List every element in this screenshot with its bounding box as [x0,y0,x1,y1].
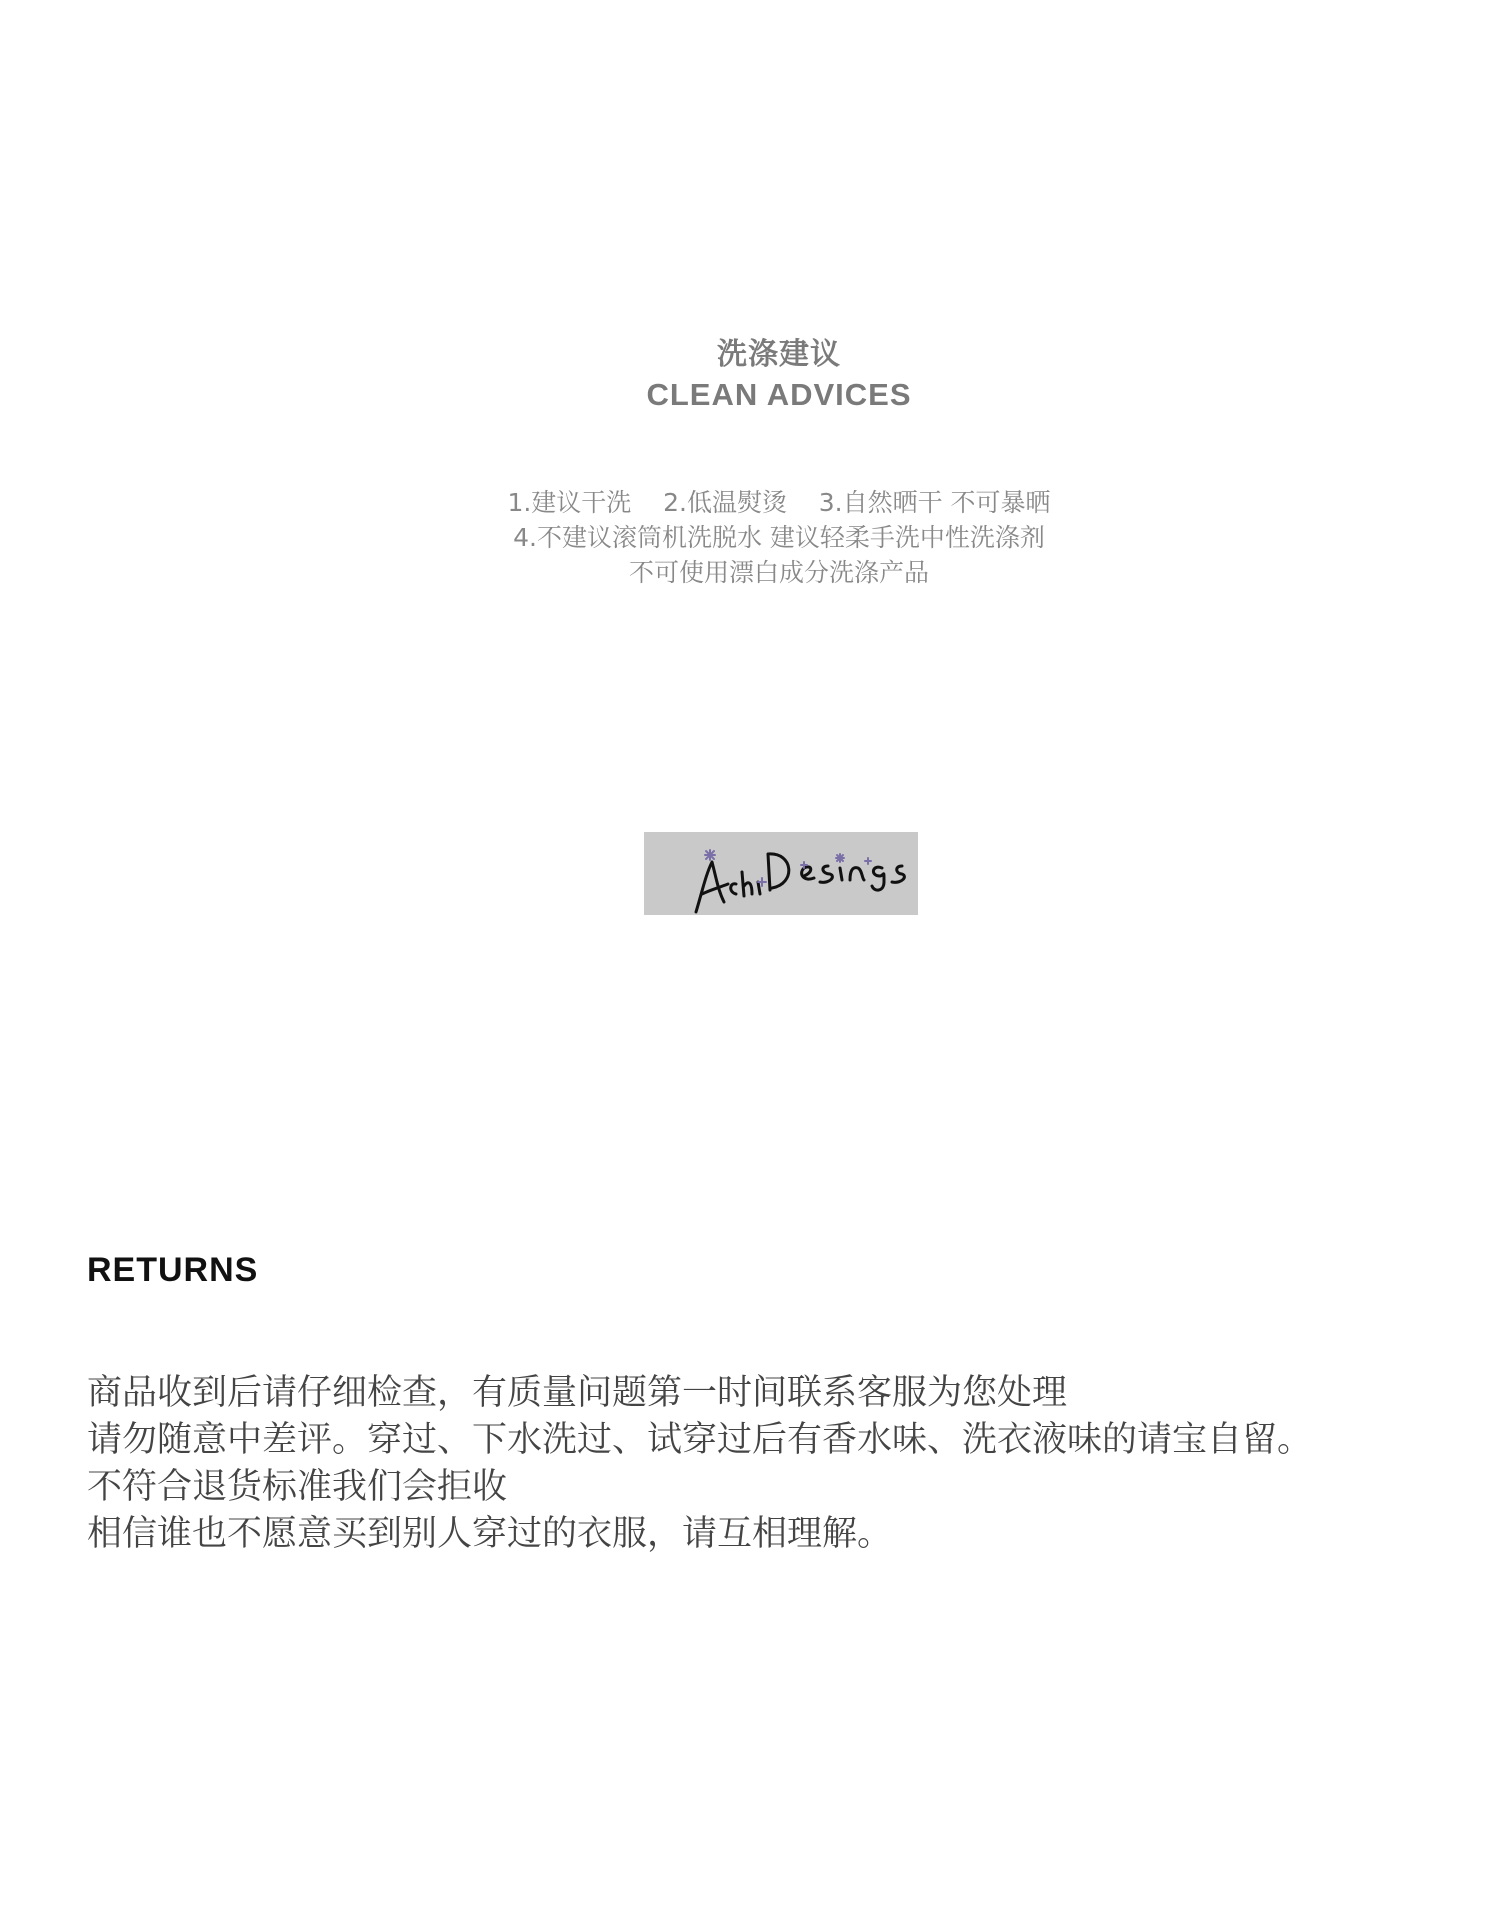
returns-section [87,1248,1312,1558]
returns-policy-text [87,1370,1312,1558]
clean-advice-section [0,335,1500,590]
clean-title-en: CLEAN ADVICES [646,377,912,412]
clean-advice-line: 4.不建议滚筒机洗脱水 建议轻柔手洗中性洗涤剂 [513,523,1045,552]
clean-advice-list [0,485,1500,590]
brand-logo-mark [644,832,918,915]
clean-advice-line: 1.建议干洗 2.低温熨烫 3.自然晒干 不可暴晒 [507,488,1051,517]
returns-policy-line: 商品收到后请仔细检查，有质量问题第一时间联系客服为您处理 [87,1373,1068,1413]
returns-title: RETURNS [87,1251,259,1289]
returns-policy-line: 请勿随意中差评。穿过、下水洗过、试穿过后有香水味、洗衣液味的请宝自留。 [87,1420,1313,1460]
returns-policy-line: 相信谁也不愿意买到别人穿过的衣服，请互相理解。 [87,1514,893,1554]
returns-policy-line: 不符合退货标准我们会拒收 [87,1467,508,1507]
brand-logo [644,832,918,915]
clean-title-cn: 洗涤建议 [717,337,841,372]
clean-advice-line: 不可使用漂白成分洗涤产品 [628,558,929,587]
